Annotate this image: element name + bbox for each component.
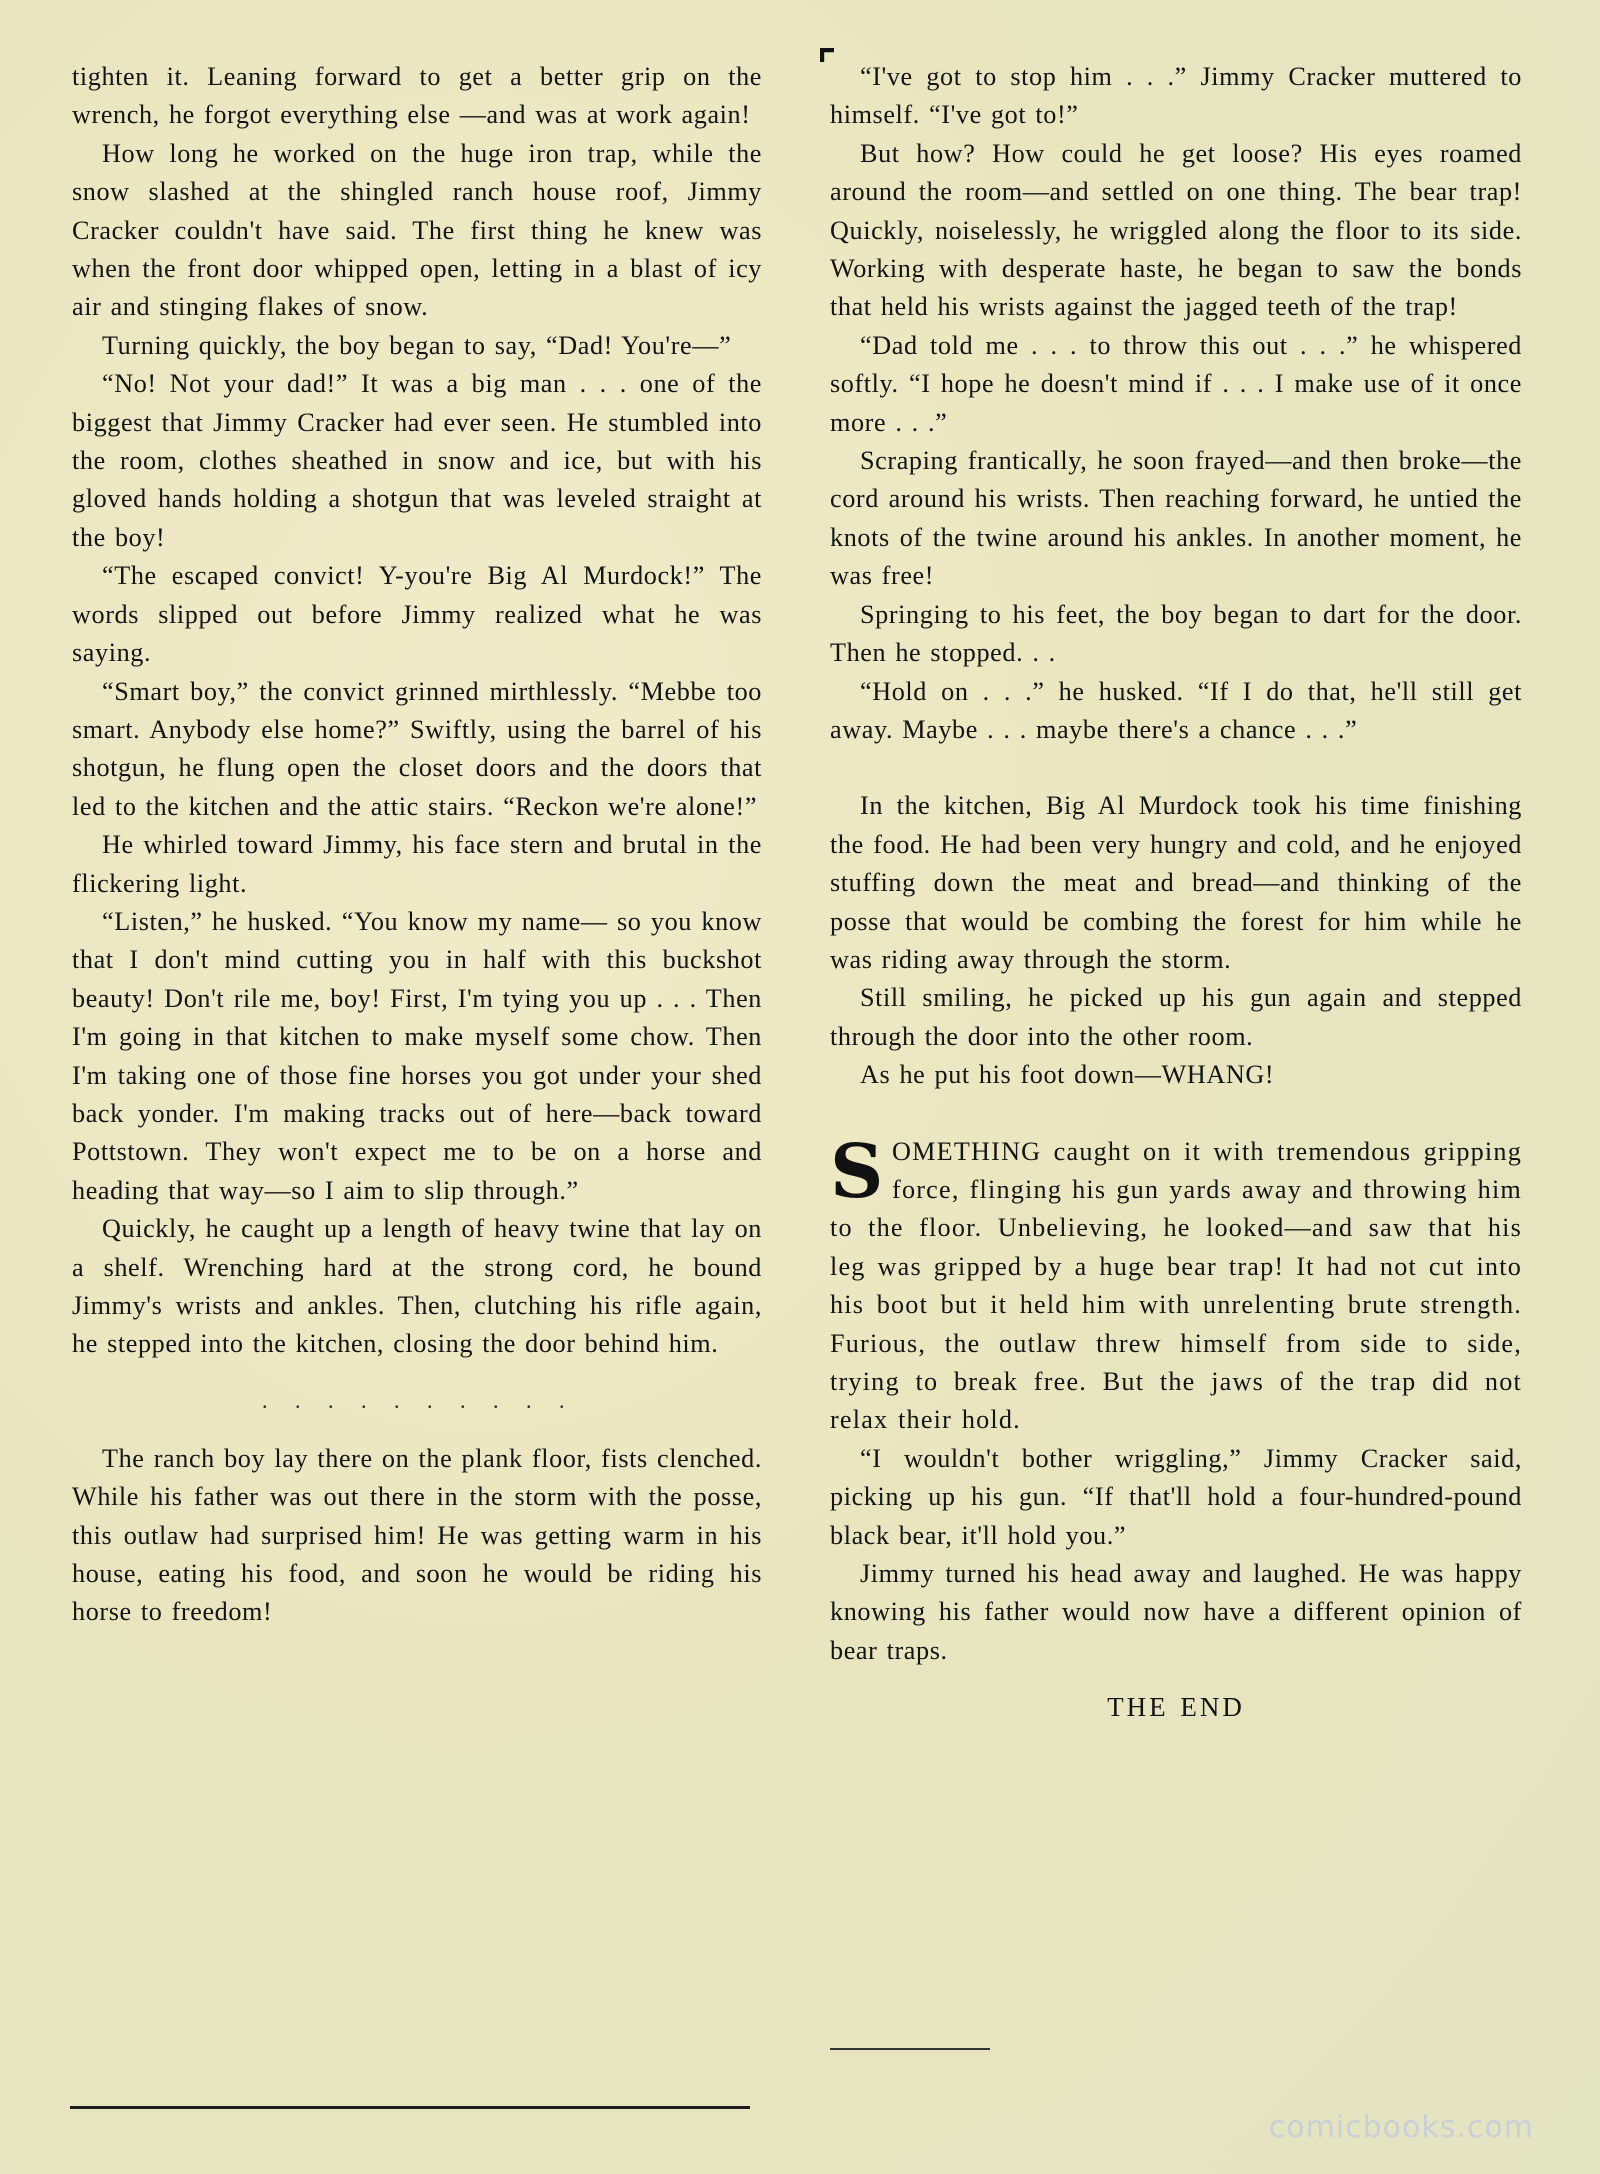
paragraph: “No! Not your dad!” It was a big man . . . one of the biggest that Jimmy Cracker had ever seen. He stumbled into the room, clothes sheathed in snow and ice, but with his gloved hands holding a shotgun that was leveled straight at the boy! [72, 369, 762, 552]
bottom-rule [70, 2106, 750, 2109]
section-gap [830, 1095, 1522, 1133]
paragraph: “Smart boy,” the convict grinned mirthlessly. “Mebbe too smart. Anybody else home?” Swiftly, using the barrel of his shotgun, he flung open the closet doors and the doors that led to the kitchen and the attic stairs. “Reckon we're alone!” [72, 676, 762, 821]
section-separator [72, 1364, 762, 1440]
paragraph: In the kitchen, Big Al Murdock took his time finishing the food. He had been very hungry and cold, and he enjoyed stuffing down the meat and bread—and thinking of the posse that would be combing the forest for him while he was riding away through the storm. [830, 791, 1522, 974]
paragraph: Springing to his feet, the boy began to dart for the door. Then he stopped. . . [830, 599, 1522, 668]
paragraph: “I've got to stop him . . .” Jimmy Cracker muttered to himself. “I've got to!” [830, 62, 1522, 130]
drop-cap: S [830, 1128, 885, 1215]
paragraph: “The escaped convict! Y-you're Big Al Murdock!” The words slipped out before Jimmy realized what he was saying. [72, 561, 762, 668]
paragraph: He whirled toward Jimmy, his face stern and brutal in the flickering light. [72, 830, 762, 898]
paragraph: “Dad told me . . . to throw this out . . .” he whispered softly. “I hope he doesn't mind if . . . I make use of it once more . . .” [830, 330, 1522, 437]
paragraph: Scraping frantically, he soon frayed—and then broke—the cord around his wrists. Then reaching forward, he untied the knots of the twine around his ankles. In another moment, he was free! [830, 446, 1522, 591]
end-rule [830, 2048, 990, 2050]
the-end-label: THE END [1107, 1692, 1245, 1723]
paragraph: Turning quickly, the boy began to say, “Dad! You're—” [102, 330, 732, 360]
paragraph: “I wouldn't bother wriggling,” Jimmy Cracker said, picking up his gun. “If that'll hold a four-hundred-pound black bear, it'll hold you.” [830, 1443, 1522, 1550]
right-column [830, 58, 1522, 1727]
paragraph: Jimmy turned his head away and laughed. He was happy knowing his father would now have a different opinion of bear traps. [830, 1559, 1522, 1665]
paragraph: The ranch boy lay there on the plank floor, fists clenched. While his father was out there in the storm with the posse, this outlaw had surprised him! He was getting warm in his house, eating his food, and soon he would be riding his horse to freedom! [72, 1443, 762, 1627]
paragraph: OMETHING caught on it with tremendous gripping force, flinging his gun yards away and throwing him to the floor. Unbelieving, he looked—and saw that his leg was gripped by a huge bear trap! It had not cut into his boot but it held him with unrelenting brute strength. Furious, the outlaw threw himself from side to side, trying to break free. But the jaws of the trap did not relax their hold. [830, 1136, 1522, 1435]
paragraph: tighten it. Leaning forward to get a better grip on the wrench, he forgot everything else —and was at work again! [72, 62, 762, 130]
paragraph: As he put his foot down—WHANG! [860, 1060, 1275, 1090]
paragraph: Quickly, he caught up a length of heavy twine that lay on a shelf. Wrenching hard at the strong cord, he bound Jimmy's wrists and ankles. Then, clutching his rifle again, he stepped into the kitchen, closing the door behind him. [72, 1214, 762, 1359]
separator-dots: . . . . . . . . . . [262, 1387, 575, 1413]
watermark: comicbooks.com [1268, 2110, 1534, 2145]
left-column [72, 58, 762, 1632]
paragraph: How long he worked on the huge iron trap, while the snow slashed at the shingled ranch house roof, Jimmy Cracker couldn't have said. The first thing he knew was when the front door whipped open, letting in a blast of icy air and stinging flakes of snow. [72, 138, 762, 322]
dropcap-paragraph [830, 1128, 1522, 1440]
paragraph: “Listen,” he husked. “You know my name— so you know that I don't mind cutting you in half with this buckshot beauty! Don't rile me, boy! First, I'm tying you up . . . Then I'm going in that kitchen to make myself some chow. Then I'm taking one of those fine horses you got under your shed back yonder. I'm making tracks out of here—back toward Pottstown. They won't expect me to be on a horse and heading that way—so I aim to slip through.” [72, 906, 762, 1205]
paragraph: “Hold on . . .” he husked. “If I do that, he'll still get away. Maybe . . . maybe there's a chance . . .” [830, 676, 1522, 744]
paragraph: But how? How could he get loose? His eyes roamed around the room—and settled on one thing. The bear trap! Quickly, noiselessly, he wriggled along the floor to its side. Working with desperate haste, he began to saw the bonds that held his wrists against the jagged teeth of the trap! [830, 138, 1522, 322]
paragraph: Still smiling, he picked up his gun again and stepped through the door into the other room. [830, 983, 1522, 1051]
section-gap [830, 749, 1522, 787]
